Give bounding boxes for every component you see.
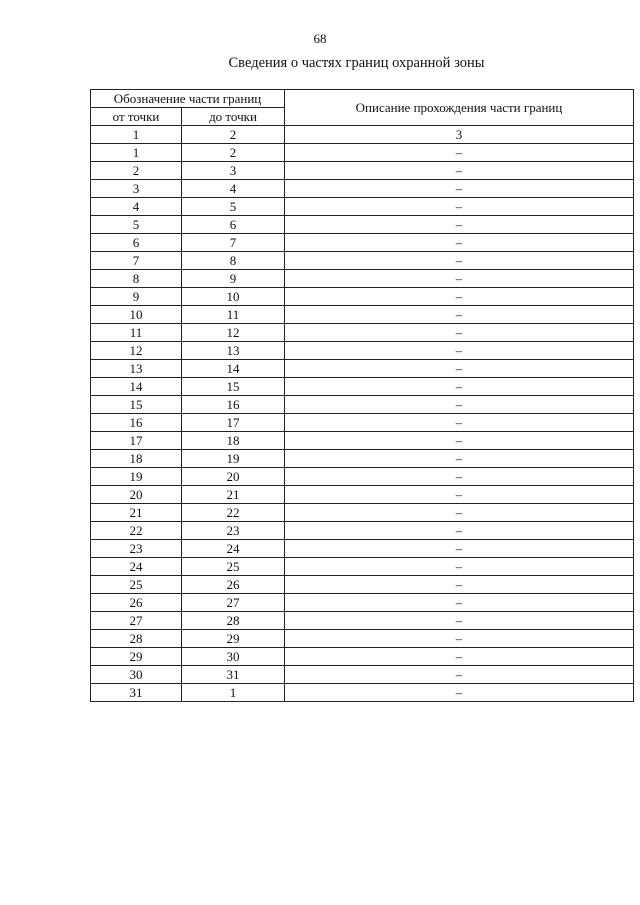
from-point-header: от точки: [91, 108, 182, 126]
from-point-cell: 3: [91, 180, 182, 198]
table-row: [91, 198, 634, 216]
table-row: [91, 252, 634, 270]
column-index-cell: 1: [91, 126, 182, 144]
to-point-cell: 13: [182, 342, 285, 360]
description-cell: –: [285, 270, 634, 288]
description-cell: –: [285, 252, 634, 270]
table-row: [91, 432, 634, 450]
description-cell: –: [285, 414, 634, 432]
description-cell: –: [285, 198, 634, 216]
from-point-cell: 25: [91, 576, 182, 594]
from-point-cell: 2: [91, 162, 182, 180]
from-point-cell: 20: [91, 486, 182, 504]
from-point-cell: 26: [91, 594, 182, 612]
to-point-cell: 10: [182, 288, 285, 306]
column-index-cell: 3: [285, 126, 634, 144]
table-row: [91, 324, 634, 342]
from-point-cell: 6: [91, 234, 182, 252]
table-row: [91, 288, 634, 306]
to-point-cell: 3: [182, 162, 285, 180]
description-cell: –: [285, 180, 634, 198]
to-point-cell: 6: [182, 216, 285, 234]
to-point-cell: 28: [182, 612, 285, 630]
table-row: [91, 630, 634, 648]
to-point-cell: 31: [182, 666, 285, 684]
to-point-cell: 25: [182, 558, 285, 576]
table-row: [91, 180, 634, 198]
from-point-cell: 12: [91, 342, 182, 360]
from-point-cell: 18: [91, 450, 182, 468]
table-row: [91, 270, 634, 288]
from-point-cell: 19: [91, 468, 182, 486]
description-cell: –: [285, 378, 634, 396]
description-cell: –: [285, 540, 634, 558]
from-point-cell: 13: [91, 360, 182, 378]
to-point-cell: 12: [182, 324, 285, 342]
from-point-cell: 30: [91, 666, 182, 684]
from-point-cell: 4: [91, 198, 182, 216]
description-cell: –: [285, 234, 634, 252]
from-point-cell: 7: [91, 252, 182, 270]
boundary-description-header: Описание прохождения части границ: [285, 90, 634, 126]
description-cell: –: [285, 612, 634, 630]
from-point-cell: 1: [91, 144, 182, 162]
description-cell: –: [285, 576, 634, 594]
from-point-cell: 9: [91, 288, 182, 306]
table-body: [91, 126, 634, 702]
from-point-cell: 24: [91, 558, 182, 576]
column-index-row: [91, 126, 634, 144]
description-cell: –: [285, 162, 634, 180]
table-row: [91, 342, 634, 360]
description-cell: –: [285, 666, 634, 684]
to-point-header: до точки: [182, 108, 285, 126]
to-point-cell: 17: [182, 414, 285, 432]
description-cell: –: [285, 324, 634, 342]
from-point-cell: 31: [91, 684, 182, 702]
table-row: [91, 522, 634, 540]
description-cell: –: [285, 468, 634, 486]
description-cell: –: [285, 594, 634, 612]
document-title: Сведения о частях границ охранной зоны: [228, 55, 485, 71]
table-row: [91, 486, 634, 504]
table-row: [91, 504, 634, 522]
description-cell: –: [285, 306, 634, 324]
to-point-cell: 18: [182, 432, 285, 450]
boundary-designation-header: Обозначение части границ: [91, 90, 285, 108]
to-point-cell: 19: [182, 450, 285, 468]
table-row: [91, 666, 634, 684]
to-point-cell: 30: [182, 648, 285, 666]
table-row: [91, 684, 634, 702]
description-cell: –: [285, 216, 634, 234]
from-point-cell: 5: [91, 216, 182, 234]
to-point-cell: 23: [182, 522, 285, 540]
from-point-cell: 23: [91, 540, 182, 558]
to-point-cell: 4: [182, 180, 285, 198]
to-point-cell: 14: [182, 360, 285, 378]
description-cell: –: [285, 450, 634, 468]
table-row: [91, 594, 634, 612]
to-point-cell: 8: [182, 252, 285, 270]
to-point-cell: 20: [182, 468, 285, 486]
description-cell: –: [285, 504, 634, 522]
to-point-cell: 24: [182, 540, 285, 558]
to-point-cell: 7: [182, 234, 285, 252]
to-point-cell: 16: [182, 396, 285, 414]
to-point-cell: 5: [182, 198, 285, 216]
table-row: [91, 468, 634, 486]
description-cell: –: [285, 648, 634, 666]
from-point-cell: 28: [91, 630, 182, 648]
table-row: [91, 558, 634, 576]
column-index-cell: 2: [182, 126, 285, 144]
from-point-cell: 8: [91, 270, 182, 288]
from-point-cell: 22: [91, 522, 182, 540]
table-row: [91, 216, 634, 234]
table-row: [91, 162, 634, 180]
from-point-cell: 16: [91, 414, 182, 432]
from-point-cell: 14: [91, 378, 182, 396]
description-cell: –: [285, 288, 634, 306]
to-point-cell: 11: [182, 306, 285, 324]
table-row: [91, 414, 634, 432]
to-point-cell: 22: [182, 504, 285, 522]
to-point-cell: 1: [182, 684, 285, 702]
from-point-cell: 27: [91, 612, 182, 630]
table-row: [91, 306, 634, 324]
description-cell: –: [285, 522, 634, 540]
description-cell: –: [285, 558, 634, 576]
from-point-cell: 10: [91, 306, 182, 324]
description-cell: –: [285, 396, 634, 414]
table-row: [91, 144, 634, 162]
table-row: [91, 396, 634, 414]
from-point-cell: 17: [91, 432, 182, 450]
to-point-cell: 26: [182, 576, 285, 594]
to-point-cell: 2: [182, 144, 285, 162]
table-row: [91, 378, 634, 396]
description-cell: –: [285, 486, 634, 504]
to-point-cell: 27: [182, 594, 285, 612]
description-cell: –: [285, 342, 634, 360]
to-point-cell: 21: [182, 486, 285, 504]
description-cell: –: [285, 630, 634, 648]
page-number: 68: [313, 31, 327, 46]
description-cell: –: [285, 432, 634, 450]
from-point-cell: 15: [91, 396, 182, 414]
description-cell: –: [285, 360, 634, 378]
from-point-cell: 21: [91, 504, 182, 522]
from-point-cell: 29: [91, 648, 182, 666]
table-row: [91, 540, 634, 558]
table-row: [91, 648, 634, 666]
table-row: [91, 234, 634, 252]
description-cell: –: [285, 684, 634, 702]
from-point-cell: 11: [91, 324, 182, 342]
description-cell: –: [285, 144, 634, 162]
boundary-table: [90, 89, 634, 702]
table-row: [91, 450, 634, 468]
to-point-cell: 15: [182, 378, 285, 396]
table-row: [91, 360, 634, 378]
to-point-cell: 29: [182, 630, 285, 648]
to-point-cell: 9: [182, 270, 285, 288]
table-row: [91, 612, 634, 630]
table-row: [91, 576, 634, 594]
